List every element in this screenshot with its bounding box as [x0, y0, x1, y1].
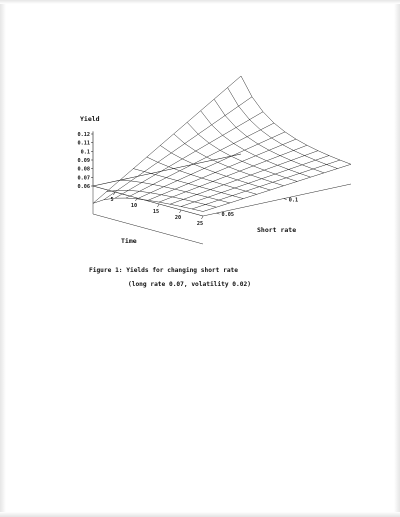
surface-line-time	[159, 145, 307, 202]
surface-line-time	[192, 160, 340, 209]
x-tick-label: 20	[174, 215, 182, 221]
tick-labels	[78, 132, 299, 227]
surface-line-time	[203, 164, 351, 211]
x-tick-mark	[202, 216, 204, 219]
surface-line-time	[170, 151, 318, 205]
x-tick-label: 25	[196, 221, 204, 227]
surface-wireframe	[93, 76, 351, 211]
z-tick-label: 0.11	[77, 140, 90, 147]
surface-line-time	[104, 97, 252, 200]
x-tick-mark	[136, 198, 138, 201]
z-tick-label: 0.07	[77, 175, 90, 182]
surface-line-rate	[241, 76, 351, 164]
x-tick-mark	[158, 204, 160, 207]
x-axis-label: Time	[121, 237, 137, 245]
surface-line-rate	[187, 122, 297, 181]
surface-line-time	[181, 156, 329, 207]
figure-caption-params: (long rate 0.07, volatility 0.02)	[128, 281, 251, 288]
y-tick-label: 0.05	[221, 212, 234, 219]
z-tick-label: 0.1	[80, 149, 90, 156]
y-tick-mark	[284, 199, 287, 200]
y-tick-mark	[216, 213, 219, 214]
y-axis-label: Short rate	[257, 226, 297, 234]
z-tick-label: 0.09	[77, 158, 90, 164]
z-tick-label: 0.12	[77, 132, 90, 138]
surface-line-rate	[201, 111, 311, 177]
x-tick-mark	[180, 210, 182, 213]
surface-line-time	[93, 76, 241, 203]
short-rate-axis-line	[93, 154, 241, 186]
x-tick-label: 5	[110, 197, 114, 203]
z-tick-label: 0.06	[77, 184, 90, 190]
x-tick-label: 10	[130, 203, 138, 209]
chart-axes	[93, 131, 351, 244]
chart-labels	[77, 115, 299, 245]
x-tick-label: 15	[152, 209, 160, 215]
base-front-line	[93, 214, 203, 244]
surface-line-time	[148, 139, 296, 200]
surface-line-time	[115, 112, 263, 198]
y-tick-label: 0.1	[288, 197, 299, 204]
z-axis-label: Yield	[80, 115, 100, 123]
z-tick-label: 0.08	[77, 166, 90, 173]
surface-line-rate	[228, 88, 338, 169]
figure-caption-title: Figure 1: Yields for changing short rate	[89, 267, 239, 274]
surface-line-rate	[174, 134, 284, 186]
